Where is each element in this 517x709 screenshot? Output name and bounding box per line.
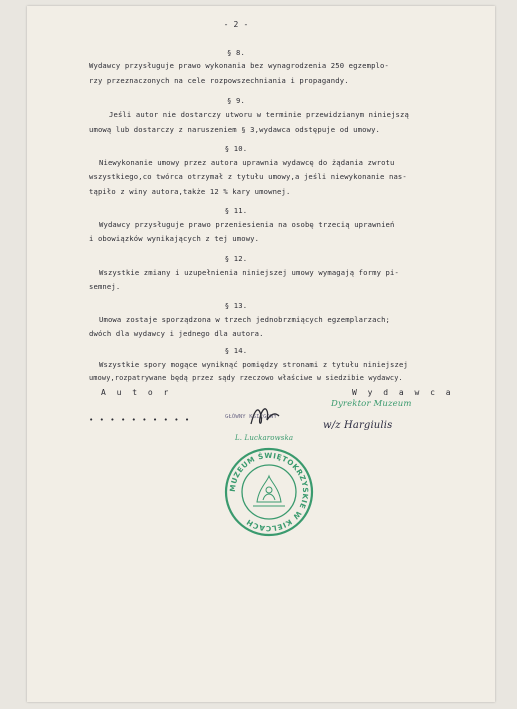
section-heading-9: § 9.	[227, 96, 245, 105]
section-heading-11: § 11.	[224, 206, 248, 215]
museum-seal	[223, 446, 315, 538]
director-signature: w/z Hargiulis	[323, 420, 393, 431]
publisher-label: W y d a w c a	[352, 388, 454, 397]
paragraph-line: Umowa zostaje sporządzona w trzech jednobrzmiących egzemplarzach;	[99, 315, 391, 324]
paragraph-line: rzy przeznaczonych na cele rozpowszechniania i propagandy.	[89, 76, 349, 85]
section-heading-12: § 12.	[224, 254, 248, 263]
svg-text:MUZEUM ŚWIĘTOKRZYSKIE W KIELCA	[228, 451, 310, 533]
paragraph-line: dwóch dla wydawcy i jednego dla autora.	[89, 329, 264, 338]
page-number: - 2 -	[223, 20, 249, 29]
accountant-stamp: GŁÓWNY KSIĘGOWY	[225, 414, 277, 420]
paragraph-line: umową lub dostarczy z naruszeniem § 3,wydawca odstępuje od umowy.	[89, 125, 381, 134]
section-heading-10: § 10.	[224, 144, 248, 153]
accountant-signature	[245, 402, 285, 432]
paragraph-line: Niewykonanie umowy przez autora uprawnia wydawcę do żądania zwrotu	[99, 158, 395, 167]
section-heading-13: § 13.	[224, 301, 248, 310]
paragraph-line: Jeśli autor nie dostarczy utworu w terminie przewidzianym niniejszą	[109, 110, 409, 119]
paragraph-line: Wszystkie zmiany i uzupełnienia niniejszej umowy wymagają formy pi-	[99, 268, 399, 277]
paragraph-line: Wydawcy przysługuje prawo wykonania bez wynagrodzenia 250 egzemplo-	[89, 61, 389, 70]
section-heading-8: § 8.	[227, 48, 245, 57]
paragraph-line: tąpiło z winy autora,także 12 % kary umownej.	[89, 187, 291, 196]
director-stamp: Dyrektor Muzeum	[331, 399, 412, 409]
paragraph-line: Wydawcy przysługuje prawo przeniesienia na osobę trzecią uprawnień	[99, 220, 395, 229]
paragraph-line: semnej.	[89, 282, 121, 291]
section-heading-14: § 14.	[224, 346, 248, 355]
accountant-name: L. Luckarowska	[235, 434, 294, 442]
seal-text: MUZEUM ŚWIĘTOKRZYSKIE W KIELCACH	[227, 450, 311, 534]
author-label: A u t o r	[101, 388, 172, 397]
paragraph-line: umowy,rozpatrywane będą przez sądy rzeczowo właściwe w siedzibie wydawcy.	[89, 374, 403, 382]
document-page	[27, 6, 495, 702]
paragraph-line: i obowiązków wynikających z tej umowy.	[89, 234, 260, 243]
paragraph-line: Wszystkie spory mogące wyniknąć pomiędzy stronami z tytułu niniejszej	[99, 360, 408, 369]
paragraph-line: wszystkiego,co twórca otrzymał z tytułu umowy,a jeśli niewykonanie nas-	[89, 172, 407, 181]
author-signature-line: • • • • • • • • • •	[89, 415, 191, 424]
